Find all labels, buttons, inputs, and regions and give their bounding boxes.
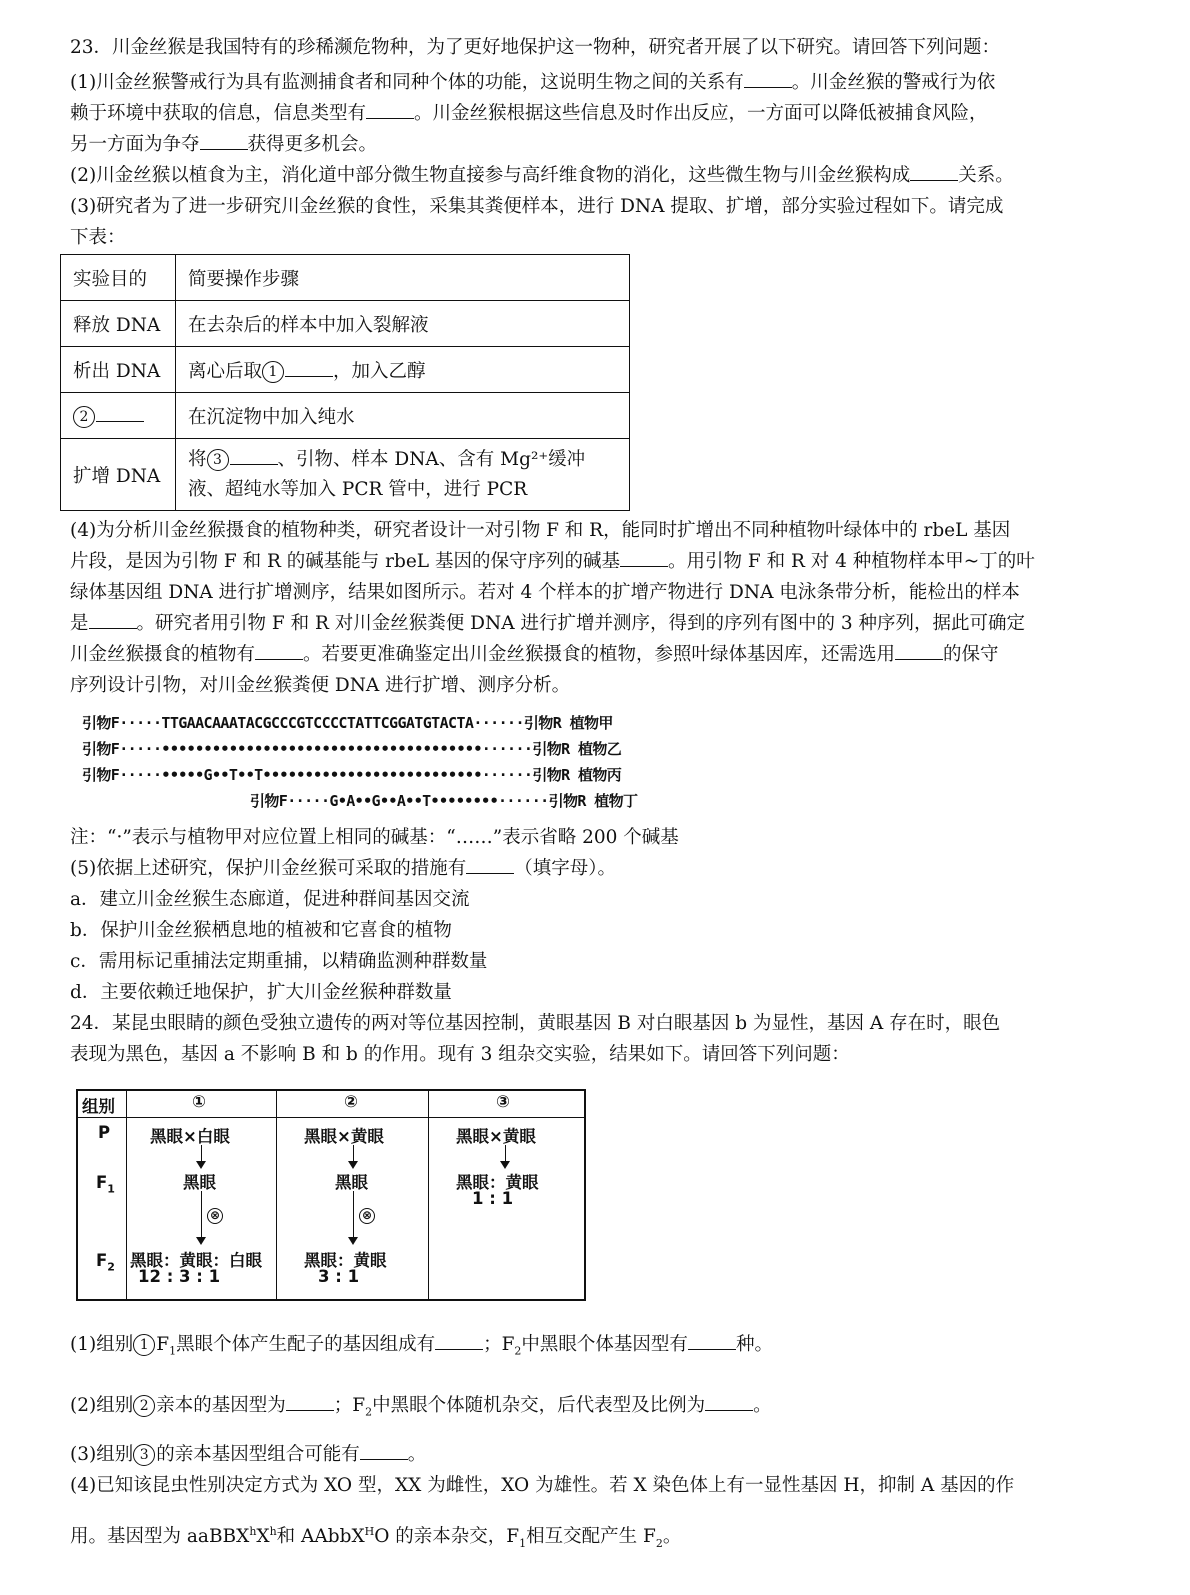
group1-f2-ratio: 12 : 3 : 1 xyxy=(138,1267,221,1286)
q23-p4-line1: (4)为分析川金丝猴摄食的植物种类，研究者设计一对引物 F 和 R，能同时扩增出不同种植物叶绿体中的 rbeL 基因 xyxy=(70,520,1011,541)
subscript: 1 xyxy=(169,1344,177,1358)
divider xyxy=(428,1091,429,1299)
text: (1)川金丝猴警戒行为具有监测捕食者和同种个体的功能，这说明生物之间的关系有 xyxy=(70,72,744,93)
circled-number: 3 xyxy=(207,449,229,471)
text: （填字母）。 xyxy=(514,858,616,879)
arrow-down-icon xyxy=(353,1191,354,1243)
q23-p3-line2: 下表： xyxy=(70,227,126,248)
q23-p1-line3 xyxy=(70,130,377,160)
text: (2)川金丝猴以植食为主，消化道中部分微生物直接参与高纤维食物的消化，这些微生物与川金丝猴构成 xyxy=(70,165,911,186)
text: 黑眼个体产生配子的基因组成有 xyxy=(176,1334,436,1355)
text: 液、超纯水等加入 PCR 管中，进行 PCR xyxy=(188,478,528,500)
text: 。 xyxy=(753,1395,772,1416)
table-row xyxy=(61,439,630,511)
circled-number: 1 xyxy=(262,361,284,383)
table-header: 实验目的 xyxy=(61,255,176,301)
answer-blank[interactable] xyxy=(286,1392,334,1411)
table-row xyxy=(61,255,630,301)
answer-blank[interactable] xyxy=(96,403,144,422)
text: 。 xyxy=(662,1526,682,1548)
answer-blank[interactable] xyxy=(230,446,278,465)
text: ；F xyxy=(333,1395,366,1416)
text: (3)组别 xyxy=(70,1444,134,1465)
q24-intro-line2: 表现为黑色，基因 a 不影响 B 和 b 的作用。现有 3 组杂交实验，结果如下。请回答下列问题： xyxy=(70,1044,850,1065)
group1-parents: 黑眼×白眼 xyxy=(150,1127,230,1146)
text: 离心后取 xyxy=(188,360,263,382)
answer-blank[interactable] xyxy=(895,641,943,660)
q23-p1-line2 xyxy=(70,99,988,129)
text: 用。基因型为 aaBBX xyxy=(70,1526,250,1548)
row-f2-label xyxy=(96,1251,115,1273)
sequence-plant-1: 引物F·····TTGAACAAATACGCCCGTCCCCTATTCGGATGTACTA······引物R 植物甲 xyxy=(82,714,613,732)
circled-number: 2 xyxy=(133,1395,155,1417)
circled-number: 2 xyxy=(73,406,95,428)
text: 和 AAbbX xyxy=(276,1526,365,1548)
group1-f1: 黑眼 xyxy=(183,1173,216,1192)
option-d: d．主要依赖迁地保护，扩大川金丝猴种群数量 xyxy=(70,982,452,1003)
text: (5)依据上述研究，保护川金丝猴可采取的措施有 xyxy=(70,858,467,879)
q24-s3 xyxy=(70,1440,426,1470)
answer-blank[interactable] xyxy=(435,1331,483,1350)
text: 种。 xyxy=(735,1334,773,1355)
text: 赖于环境中获取的信息，信息类型有 xyxy=(70,103,367,124)
row-f1-label xyxy=(96,1173,115,1195)
q23-p3-line1: (3)研究者为了进一步研究川金丝猴的食性，采集其粪便样本，进行 DNA 提取、扩增，部分实验过程如下。请完成 xyxy=(70,196,1004,217)
cross-experiment-diagram xyxy=(76,1089,586,1301)
q23-p1-line1 xyxy=(70,68,995,98)
answer-blank[interactable] xyxy=(89,610,137,629)
arrow-down-icon xyxy=(353,1145,354,1167)
text: 。研究者用引物 F 和 R 对川金丝猴粪便 DNA 进行扩增并测序，得到的序列有图中的 3 种序列，据此可确定 xyxy=(136,613,1025,634)
text: (2)组别 xyxy=(70,1395,134,1416)
subscript: 2 xyxy=(655,1536,663,1550)
q23-p5 xyxy=(70,854,616,884)
table-cell: 在沉淀物中加入纯水 xyxy=(176,393,630,439)
sequence-plant-4: 引物F·····G•A••G••A••T••••••••······引物R 植物丁 xyxy=(250,792,638,810)
text: 相互交配产生 F xyxy=(526,1526,656,1548)
text: F xyxy=(96,1173,108,1192)
answer-blank[interactable] xyxy=(910,162,958,181)
group2-f2: 黑眼：黄眼 xyxy=(304,1251,387,1270)
answer-blank[interactable] xyxy=(360,1441,408,1460)
text: 另一方面为争夺 xyxy=(70,134,200,155)
text: 中黑眼个体基因型有 xyxy=(521,1334,688,1355)
answer-blank[interactable] xyxy=(285,358,333,377)
answer-blank[interactable] xyxy=(744,69,792,88)
option-c: c．需用标记重捕法定期重捕，以精确监测种群数量 xyxy=(70,951,488,972)
arrow-down-icon xyxy=(201,1145,202,1167)
group2-f1: 黑眼 xyxy=(335,1173,368,1192)
sequence-plant-3: 引物F·····•••••G••T••T••••••••••••••••••••••••••······引物R 植物丙 xyxy=(82,766,622,784)
q23-intro: 23．川金丝猴是我国特有的珍稀濒危物种，为了更好地保护这一物种，研究者开展了以下研究。请回答下列问题： xyxy=(70,37,1001,58)
text: 、引物、样本 DNA、含有 Mg²⁺缓冲 xyxy=(277,448,586,470)
superscript: H xyxy=(364,1525,375,1538)
subscript: 2 xyxy=(365,1405,373,1419)
text: 。用引物 F 和 R 对 4 种植物样本甲~丁的叶 xyxy=(667,551,1035,572)
table-row xyxy=(61,301,630,347)
table-row xyxy=(61,393,630,439)
table-cell xyxy=(176,439,630,511)
arrow-down-icon xyxy=(201,1191,202,1243)
superscript: h xyxy=(249,1525,257,1538)
q24-s1 xyxy=(70,1330,773,1360)
text: ，加入乙醇 xyxy=(333,360,426,382)
row-p-label: P xyxy=(98,1123,111,1142)
table-cell: 在去杂后的样本中加入裂解液 xyxy=(176,301,630,347)
table-header: 简要操作步骤 xyxy=(176,255,630,301)
answer-blank[interactable] xyxy=(366,100,414,119)
table-row xyxy=(61,347,630,393)
text: O 的亲本杂交，F xyxy=(374,1526,520,1548)
answer-blank[interactable] xyxy=(705,1392,753,1411)
answer-blank[interactable] xyxy=(255,641,303,660)
text: 是 xyxy=(70,613,89,634)
selfing-icon: ⊗ xyxy=(359,1208,375,1224)
answer-blank[interactable] xyxy=(620,548,668,567)
q23-p2 xyxy=(70,161,1014,191)
group3-parents: 黑眼×黄眼 xyxy=(456,1127,536,1146)
text: X xyxy=(256,1526,270,1548)
q24-s4-line1: (4)已知该昆虫性别决定方式为 XO 型，XX 为雌性，XO 为雄性。若 X 染色体上有一显性基因 H，抑制 A 基因的作 xyxy=(70,1475,1015,1496)
table-cell: 释放 DNA xyxy=(61,301,176,347)
divider xyxy=(78,1117,584,1118)
q23-p4-line4 xyxy=(70,609,1025,639)
text: 。 xyxy=(407,1444,427,1465)
group2-f2-ratio: 3 : 1 xyxy=(318,1267,360,1286)
text: 。川金丝猴的警戒行为依 xyxy=(791,72,996,93)
answer-blank[interactable] xyxy=(688,1331,736,1350)
answer-blank[interactable] xyxy=(200,131,248,150)
text: F xyxy=(96,1251,108,1270)
divider xyxy=(276,1091,277,1299)
text: 片段，是因为引物 F 和 R 的碱基能与 rbeL 基因的保守序列的碱基 xyxy=(70,551,620,572)
group1-f2: 黑眼：黄眼：白眼 xyxy=(130,1251,262,1270)
subscript: 2 xyxy=(514,1344,522,1358)
group-2-header: ② xyxy=(344,1092,358,1111)
arrow-down-icon xyxy=(505,1145,506,1167)
q24-s4-line2 xyxy=(70,1517,682,1550)
group3-f1: 黑眼：黄眼 xyxy=(456,1173,539,1192)
option-a: a．建立川金丝猴生态廊道，促进种群间基因交流 xyxy=(70,889,470,910)
option-b: b．保护川金丝猴栖息地的植被和它喜食的植物 xyxy=(70,920,452,941)
group-label: 组别 xyxy=(82,1097,115,1116)
divider xyxy=(126,1091,127,1299)
table-cell: 析出 DNA xyxy=(61,347,176,393)
text: 获得更多机会。 xyxy=(247,134,378,155)
text: 亲本的基因型为 xyxy=(156,1395,286,1416)
experiment-table xyxy=(60,254,630,511)
text: 将 xyxy=(188,448,207,470)
text: 的保守 xyxy=(943,644,999,665)
group-1-header: ① xyxy=(192,1092,206,1111)
q24-intro-line1: 24．某昆虫眼睛的颜色受独立遗传的两对等位基因控制，黄眼基因 B 对白眼基因 b 为显性，基因 A 存在时，眼色 xyxy=(70,1013,1001,1034)
answer-blank[interactable] xyxy=(466,855,514,874)
table-cell xyxy=(61,393,176,439)
circled-number: 3 xyxy=(133,1444,155,1466)
subscript: 1 xyxy=(107,1182,115,1196)
sequence-note: 注：“·”表示与植物甲对应位置上相同的碱基：“……”表示省略 200 个碱基 xyxy=(70,827,679,848)
text: ；F xyxy=(483,1334,515,1355)
table-cell xyxy=(176,347,630,393)
subscript: 1 xyxy=(519,1536,527,1550)
text: 中黑眼个体随机杂交，后代表型及比例为 xyxy=(372,1395,706,1416)
text: 关系。 xyxy=(958,165,1014,186)
text: (1)组别 xyxy=(70,1334,134,1355)
sequence-plant-2: 引物F·····••••••••••••••••••••••••••••••••••••••······引物R 植物乙 xyxy=(82,740,622,758)
selfing-icon: ⊗ xyxy=(207,1208,223,1224)
subscript: 2 xyxy=(107,1260,115,1274)
q23-p4-line6: 序列设计引物，对川金丝猴粪便 DNA 进行扩增、测序分析。 xyxy=(70,675,571,696)
group3-f1-ratio: 1 : 1 xyxy=(472,1189,514,1208)
q23-p4-line2 xyxy=(70,547,1035,577)
q24-s2 xyxy=(70,1391,772,1421)
q23-p4-line3: 绿体基因组 DNA 进行扩增测序，结果如图所示。若对 4 个样本的扩增产物进行 DNA 电泳条带分析，能检出的样本 xyxy=(70,582,1020,603)
q23-p4-line5 xyxy=(70,640,999,670)
group2-parents: 黑眼×黄眼 xyxy=(304,1127,384,1146)
text: 。若要更准确鉴定出川金丝猴摄食的植物，参照叶绿体基因库，还需选用 xyxy=(303,644,896,665)
text: F xyxy=(156,1334,170,1355)
table-cell: 扩增 DNA xyxy=(61,439,176,511)
superscript: h xyxy=(269,1525,277,1538)
circled-number: 1 xyxy=(133,1334,155,1356)
group-3-header: ③ xyxy=(496,1092,510,1111)
text: 川金丝猴摄食的植物有 xyxy=(70,644,256,665)
text: 的亲本基因型组合可能有 xyxy=(156,1444,360,1465)
text: 。川金丝猴根据这些信息及时作出反应，一方面可以降低被捕食风险， xyxy=(414,103,988,124)
